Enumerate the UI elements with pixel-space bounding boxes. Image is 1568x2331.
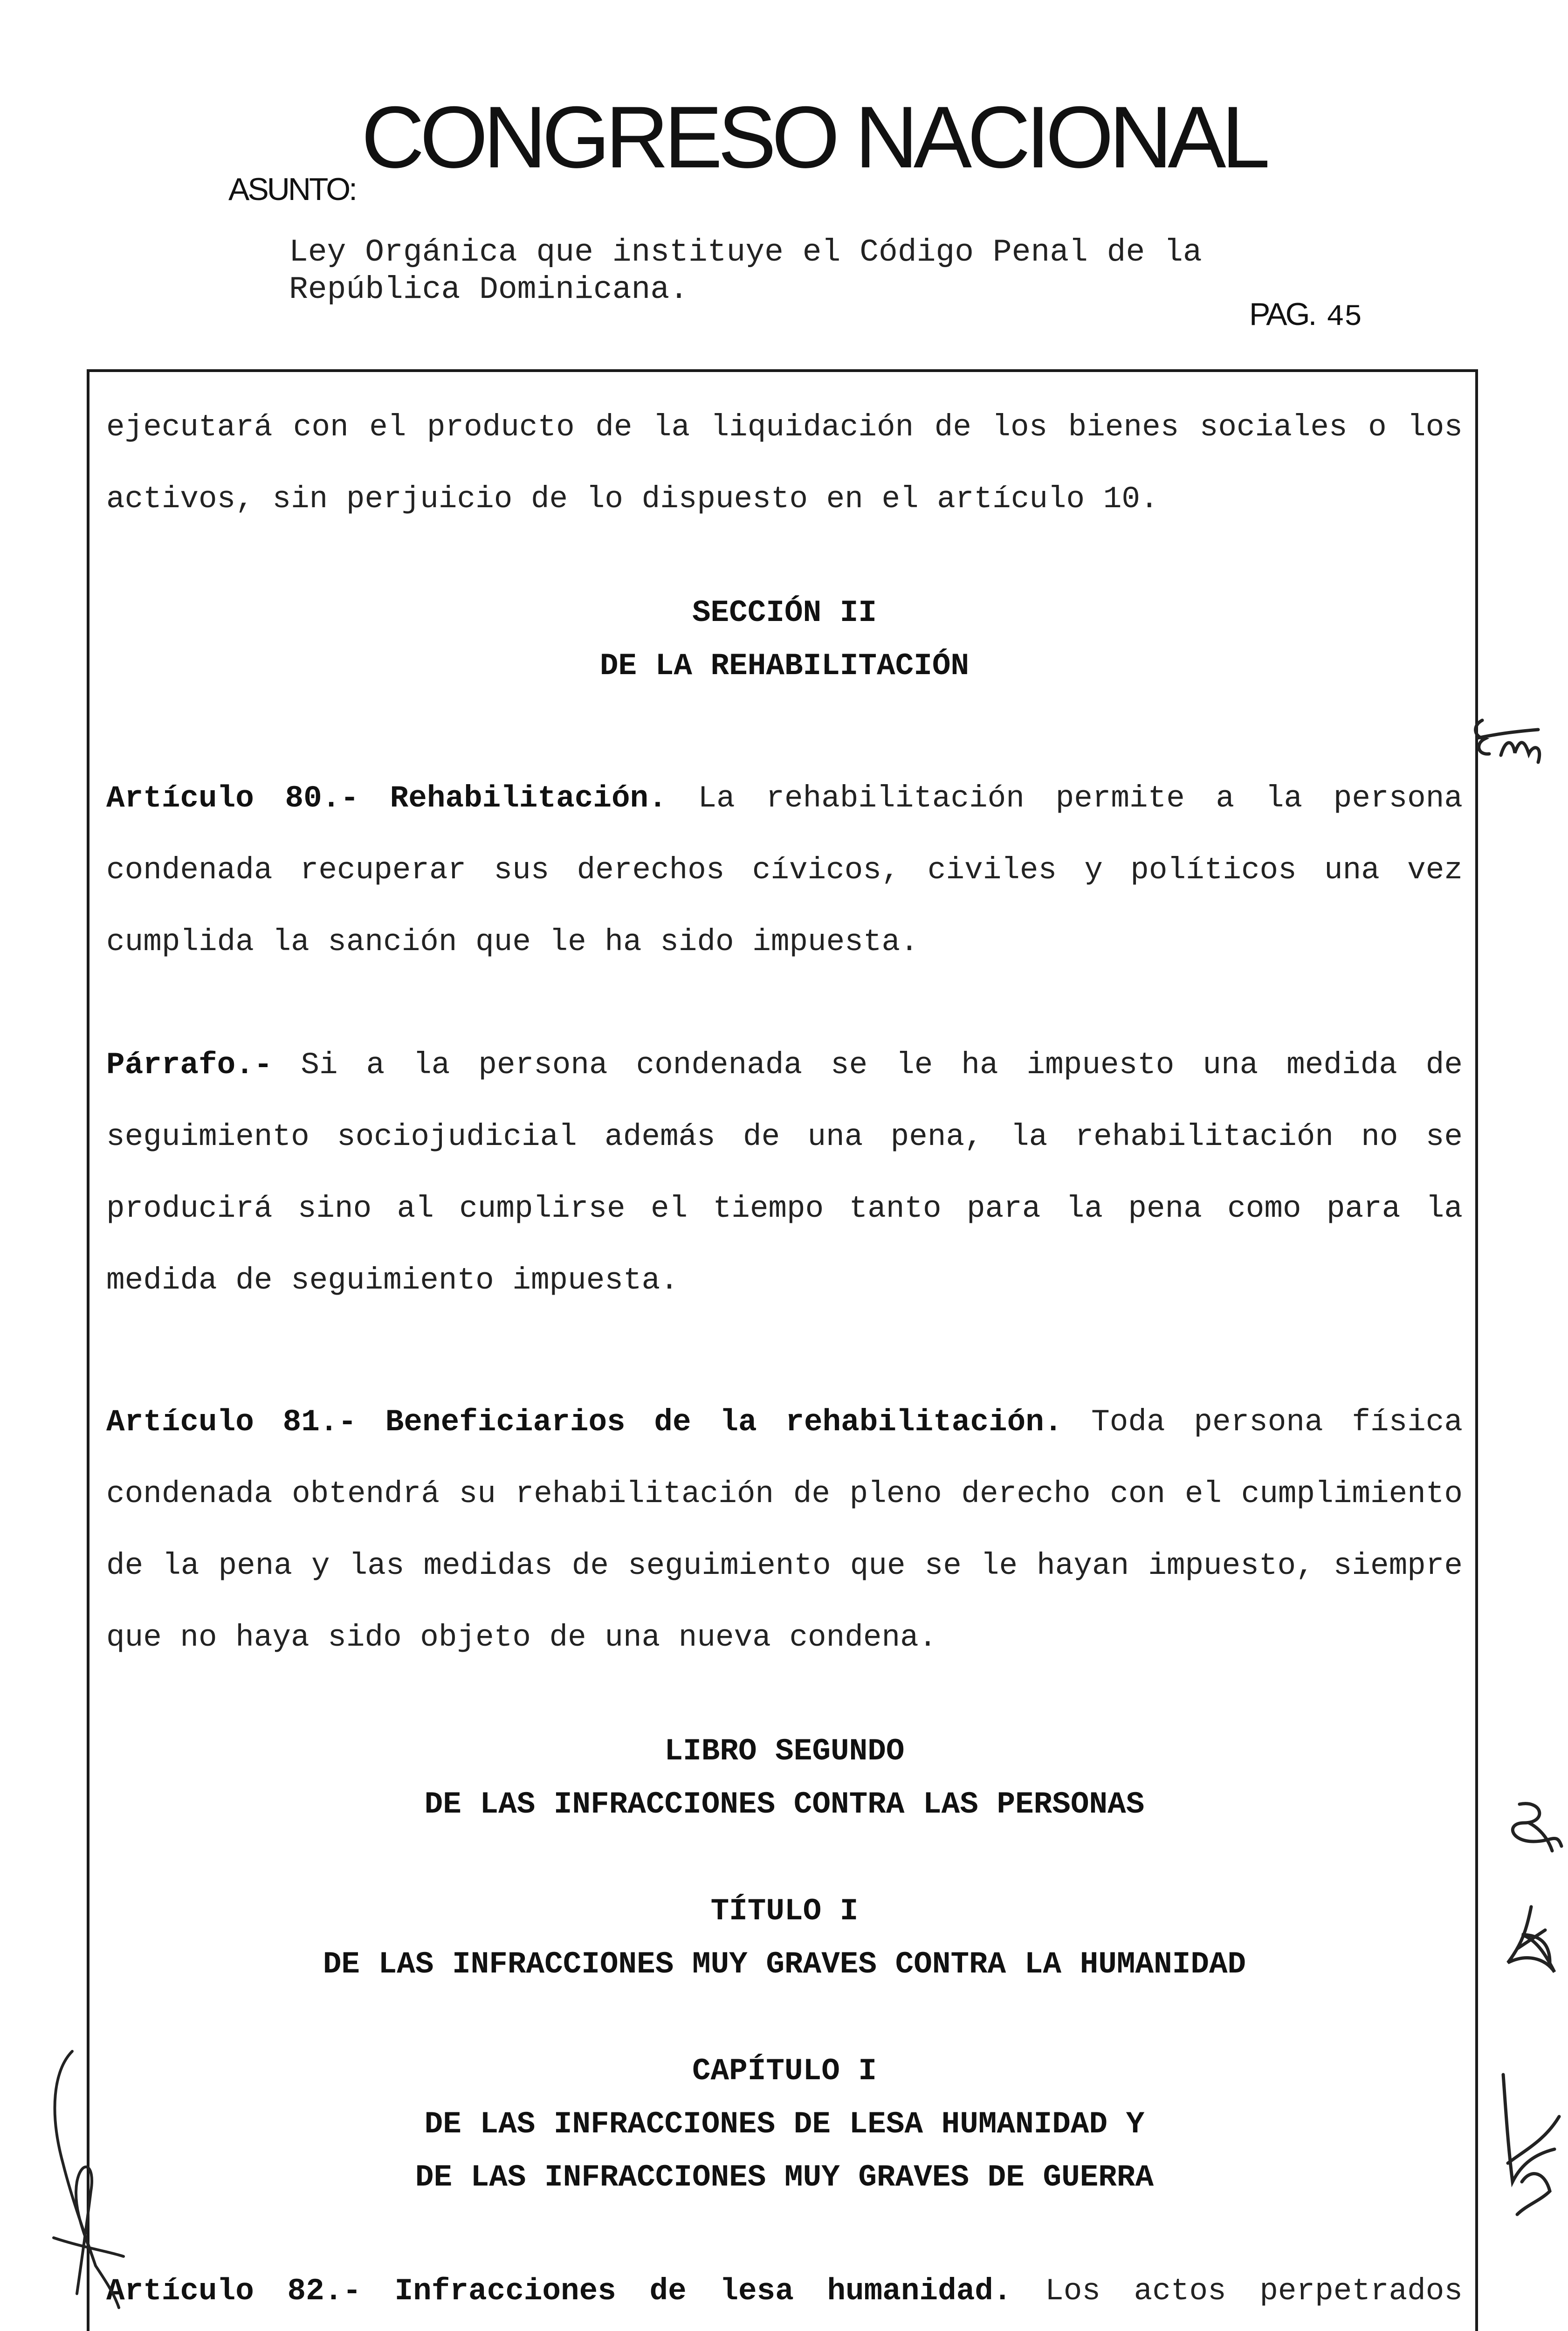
page-number: 45 xyxy=(1326,301,1362,334)
paragraph-note-label: Párrafo.- xyxy=(106,1048,273,1083)
article-81 xyxy=(106,1386,1463,1674)
title-heading-line-1: TÍTULO I xyxy=(710,1894,859,1929)
section-heading-line-1: SECCIÓN II xyxy=(692,595,877,630)
subject-text xyxy=(289,234,1202,309)
chapter-heading-line-1: CAPÍTULO I xyxy=(692,2054,877,2089)
chapter-heading-line-2: DE LAS INFRACCIONES DE LESA HUMANIDAD Y xyxy=(424,2107,1145,2142)
paragraph-note xyxy=(106,1029,1463,1317)
article-82 xyxy=(106,2255,1463,2331)
article-82-label: Artículo 82.- Infracciones de lesa humanidad. xyxy=(106,2274,1012,2309)
margin-signature-2 xyxy=(1499,1902,1564,1981)
subject-line-2: República Dominicana. xyxy=(289,272,688,308)
chapter-heading-line-3: DE LAS INFRACCIONES MUY GRAVES DE GUERRA xyxy=(415,2160,1154,2195)
page-label: PAG. xyxy=(1249,297,1315,332)
paragraph-intro: ejecutará con el producto de la liquidación de los bienes sociales o los activos, sin perjuicio de lo dispuesto en el artículo 10. xyxy=(106,410,1463,517)
institution-title: CONGRESO NACIONAL xyxy=(361,88,1266,186)
section-heading xyxy=(106,586,1463,693)
article-81-text: Toda persona física condenada obtendrá su rehabilitación de pleno derecho con el cumplimiento de la pena y las medidas de seguimiento que se le hayan impuesto, siempre que no haya sido objeto de una nueva condena. xyxy=(106,1405,1463,1655)
margin-signature-1 xyxy=(1501,1795,1566,1855)
title-heading-line-2: DE LAS INFRACCIONES MUY GRAVES CONTRA LA HUMANIDAD xyxy=(323,1947,1246,1982)
document-body xyxy=(106,392,1463,2331)
subject-line-1: Ley Orgánica que instituye el Código Penal de la xyxy=(289,234,1202,270)
book-heading-line-1: LIBRO SEGUNDO xyxy=(664,1734,905,1769)
article-82-text: Los actos perpetrados xyxy=(1045,2274,1463,2309)
paragraph-note-text: Si a la persona condenada se le ha impuesto una medida de seguimiento sociojudicial además de una pena, la rehabilitación no se producirá sino al cumplirse el tiempo tanto para la pena como para la medida de seguimiento impuesta. xyxy=(106,1048,1463,1298)
page-indicator xyxy=(1249,298,1362,332)
article-80 xyxy=(106,763,1463,978)
section-heading-line-2: DE LA REHABILITACIÓN xyxy=(599,648,970,683)
margin-signature-3 xyxy=(1494,2070,1564,2219)
title-heading xyxy=(106,1885,1463,1991)
article-81-label: Artículo 81.- Beneficiarios de la rehabilitación. xyxy=(106,1405,1063,1440)
subject-label: ASUNTO: xyxy=(228,172,356,207)
margin-initials-top xyxy=(1468,711,1547,776)
article-80-text: La rehabilitación permite a la persona condenada recuperar sus derechos cívicos, civiles y políticos una vez cumplida la sanción que le ha sido impuesta. xyxy=(106,781,1463,959)
book-heading xyxy=(106,1725,1463,1831)
left-margin-signature xyxy=(44,2042,128,2312)
article-80-label: Artículo 80.- Rehabilitación. xyxy=(106,781,667,816)
book-heading-line-2: DE LAS INFRACCIONES CONTRA LAS PERSONAS xyxy=(424,1787,1145,1822)
chapter-heading xyxy=(106,2045,1463,2204)
